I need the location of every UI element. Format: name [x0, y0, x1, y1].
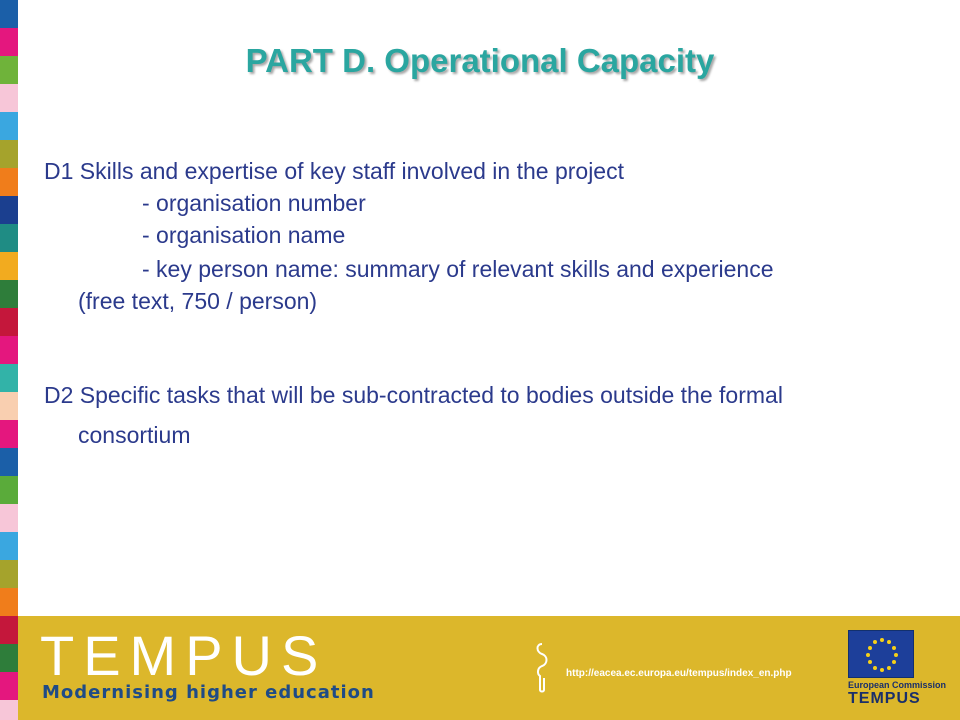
stripe-block	[0, 168, 18, 196]
stripe-block	[0, 644, 18, 672]
slide-title: PART D. Operational Capacity	[245, 42, 715, 79]
stripe-block	[0, 84, 18, 112]
stripe-block	[0, 280, 18, 308]
color-stripe	[0, 0, 18, 720]
stripe-block	[0, 196, 18, 224]
stripe-block	[0, 560, 18, 588]
stripe-block	[0, 700, 18, 720]
stripe-block	[0, 364, 18, 392]
tempus-tagline: Modernising higher education	[42, 682, 375, 703]
stripe-block	[0, 448, 18, 476]
european-commission-label: European Commission	[848, 680, 947, 690]
d1-heading: D1 Skills and expertise of key staff involved in the project	[44, 158, 624, 184]
d2-heading-continued: consortium	[78, 422, 191, 448]
stripe-block	[0, 420, 18, 448]
d1-note: (free text, 750 / person)	[78, 288, 318, 314]
stripe-block	[0, 308, 18, 336]
stripe-block	[0, 616, 18, 644]
stripe-block	[0, 476, 18, 504]
stripe-block	[0, 224, 18, 252]
stripe-block	[0, 336, 18, 364]
d1-item-organisation-number: - organisation number	[142, 190, 366, 216]
stripe-block	[0, 112, 18, 140]
d1-item-organisation-name: - organisation name	[142, 222, 346, 248]
ec-tempus-label: TEMPUS	[848, 690, 921, 707]
stripe-block	[0, 140, 18, 168]
d2-heading: D2 Specific tasks that will be sub-contracted to bodies outside the formal	[44, 382, 783, 408]
paperclip-icon	[532, 642, 552, 694]
footer-banner	[18, 616, 960, 720]
stripe-block	[0, 588, 18, 616]
footer-url-link[interactable]: http://eacea.ec.europa.eu/tempus/index_en.php	[566, 668, 792, 679]
stripe-block	[0, 0, 18, 28]
stripe-block	[0, 392, 18, 420]
tempus-logo-text: TEMPUS	[40, 624, 328, 687]
stripe-block	[0, 504, 18, 532]
stripe-block	[0, 252, 18, 280]
stripe-block	[0, 672, 18, 700]
d1-item-key-person: - key person name: summary of relevant skills and experience	[142, 256, 774, 282]
stripe-block	[0, 532, 18, 560]
eu-flag-icon	[848, 630, 914, 678]
